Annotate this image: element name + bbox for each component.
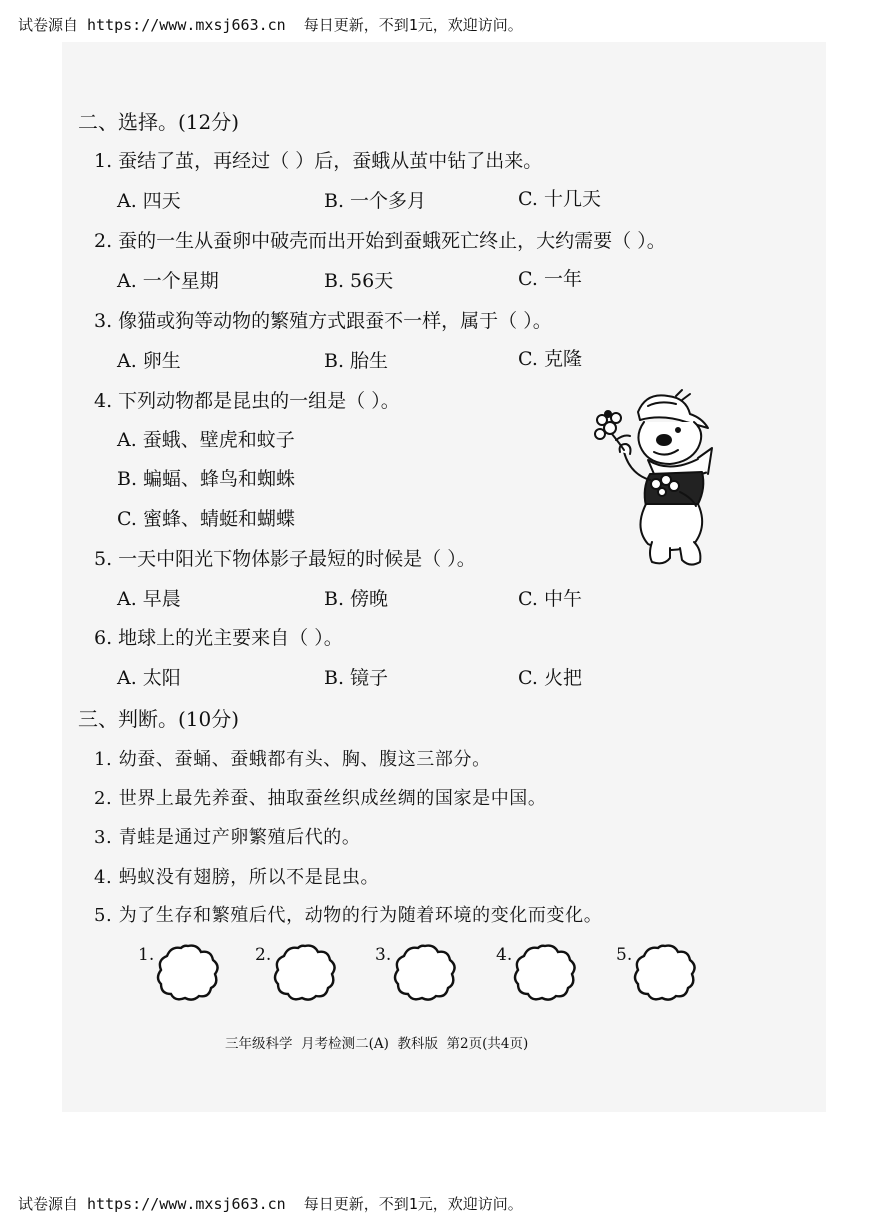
q2-option-c: C. 一年 [518, 268, 582, 290]
section-title-judgement: 三、判断。(10分) [78, 707, 240, 731]
question-2: 2. 蚕的一生从蚕卵中破壳而出开始到蚕蛾死亡终止，大约需要（ ）。 [94, 230, 666, 252]
flower-outline-icon[interactable] [392, 942, 458, 1002]
answer-label-5: 5. [616, 945, 633, 965]
question-5: 5. 一天中阳光下物体影子最短的时候是（ ）。 [94, 548, 476, 570]
q3-option-c: C. 克隆 [518, 348, 582, 370]
q1-option-c: C. 十几天 [518, 188, 601, 210]
flower-outline-icon[interactable] [632, 942, 698, 1002]
question-6: 6. 地球上的光主要来自（ ）。 [94, 627, 343, 649]
flower-outline-icon[interactable] [155, 942, 221, 1002]
statement-1: 1. 幼蚕、蚕蛹、蚕蛾都有头、胸、腹这三部分。 [94, 749, 491, 770]
question-3: 3. 像猫或狗等动物的繁殖方式跟蚕不一样，属于（ ）。 [94, 310, 552, 332]
answer-label-4: 4. [496, 945, 513, 965]
q1-option-b: B. 一个多月 [324, 190, 427, 212]
statement-2: 2. 世界上最先养蚕、抽取蚕丝织成丝绸的国家是中国。 [94, 788, 547, 809]
flower-outline-icon[interactable] [512, 942, 578, 1002]
q1-option-a: A. 四天 [117, 190, 181, 212]
q5-option-a: A. 早晨 [117, 588, 181, 610]
q3-option-b: B. 胎生 [324, 350, 389, 372]
q6-option-a: A. 太阳 [117, 667, 181, 689]
source-banner-top: 试卷源自 https://www.mxsj663.cn 每日更新，不到1元，欢迎访问。 [18, 16, 523, 34]
q4-option-c: C. 蜜蜂、蜻蜓和蝴蝶 [117, 508, 295, 530]
q5-option-b: B. 傍晚 [324, 588, 389, 610]
section-title-choice: 二、选择。(12分) [78, 110, 240, 134]
q5-option-c: C. 中午 [518, 588, 582, 610]
answer-label-2: 2. [255, 945, 272, 965]
page-footer: 三年级科学 月考检测二(A) 教科版 第2页(共4页) [225, 1036, 529, 1052]
answer-label-3: 3. [375, 945, 392, 965]
q4-option-b: B. 蝙蝠、蜂鸟和蜘蛛 [117, 468, 296, 490]
statement-3: 3. 青蛙是通过产卵繁殖后代的。 [94, 827, 361, 848]
q6-option-b: B. 镜子 [324, 667, 389, 689]
statement-5: 5. 为了生存和繁殖后代，动物的行为随着环境的变化而变化。 [94, 905, 603, 926]
bear-with-flower-illustration [590, 388, 720, 570]
flower-outline-icon[interactable] [272, 942, 338, 1002]
question-1: 1. 蚕结了茧，再经过（ ）后，蚕蛾从茧中钻了出来。 [94, 150, 543, 172]
q2-option-b: B. 56天 [324, 270, 394, 292]
q6-option-c: C. 火把 [518, 667, 582, 689]
statement-4: 4. 蚂蚁没有翅膀，所以不是昆虫。 [94, 867, 380, 888]
answer-label-1: 1. [138, 945, 155, 965]
source-banner-bottom: 试卷源自 https://www.mxsj663.cn 每日更新，不到1元，欢迎访问。 [18, 1195, 523, 1213]
q3-option-a: A. 卵生 [117, 350, 181, 372]
q4-option-a: A. 蚕蛾、壁虎和蚊子 [117, 429, 295, 451]
q2-option-a: A. 一个星期 [117, 270, 219, 292]
question-4: 4. 下列动物都是昆虫的一组是（ ）。 [94, 390, 400, 412]
